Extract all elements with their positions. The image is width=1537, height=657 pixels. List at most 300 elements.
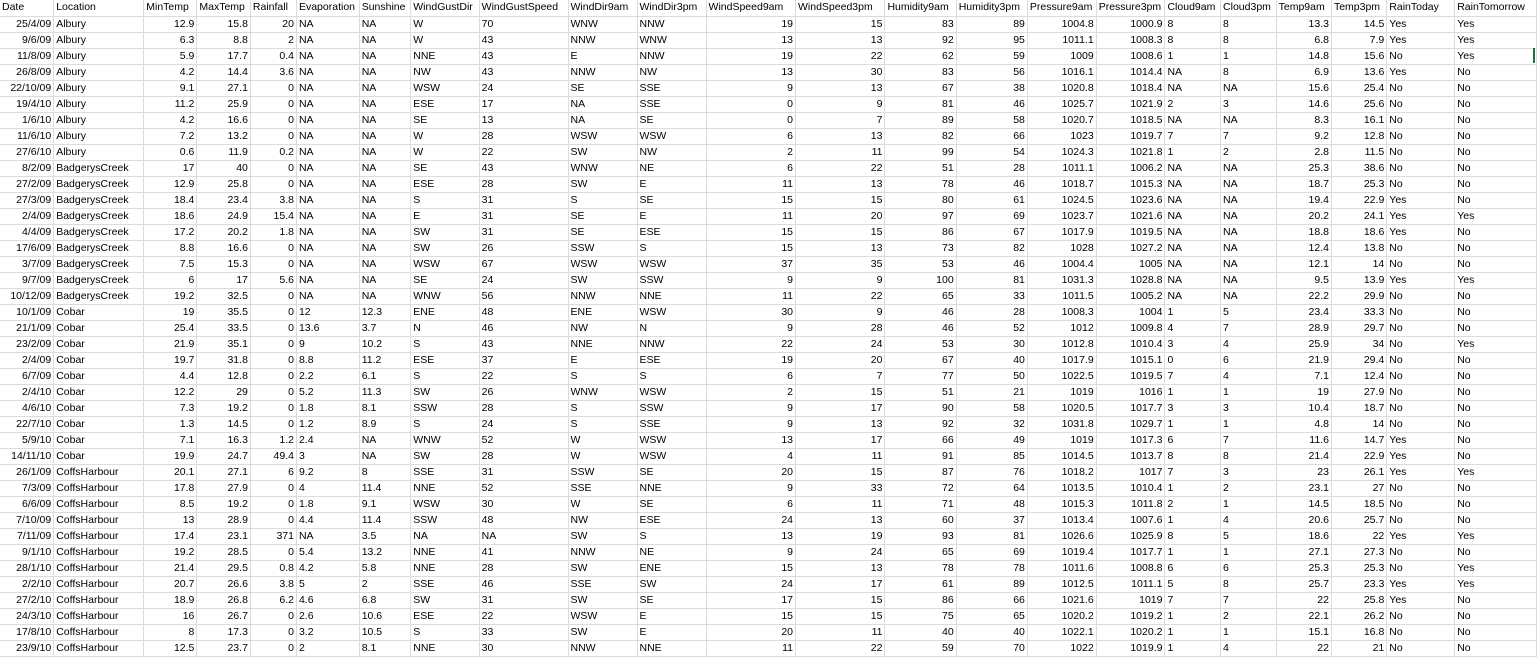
cell-raintomorrow[interactable]: No <box>1455 240 1537 256</box>
cell-pressure9am[interactable]: 1013.4 <box>1027 512 1096 528</box>
cell-humidity9am[interactable]: 77 <box>885 368 956 384</box>
cell-pressure3pm[interactable]: 1019.2 <box>1096 608 1165 624</box>
cell-humidity3pm[interactable]: 28 <box>956 160 1027 176</box>
cell-maxtemp[interactable]: 11.9 <box>197 144 251 160</box>
cell-winddir3pm[interactable]: NNW <box>637 336 706 352</box>
cell-cloud3pm[interactable]: 1 <box>1221 544 1277 560</box>
cell-location[interactable]: BadgerysCreek <box>54 240 144 256</box>
cell-temp9am[interactable]: 19.4 <box>1276 192 1331 208</box>
cell-windgustdir[interactable]: NNE <box>411 544 479 560</box>
cell-humidity9am[interactable]: 97 <box>885 208 956 224</box>
cell-pressure9am[interactable]: 1023 <box>1027 128 1096 144</box>
cell-windgustspeed[interactable]: 41 <box>479 544 568 560</box>
cell-cloud3pm[interactable]: 1 <box>1221 496 1277 512</box>
cell-rainfall[interactable]: 0 <box>250 544 296 560</box>
cell-cloud3pm[interactable]: 8 <box>1221 32 1277 48</box>
cell-evaporation[interactable]: 4.6 <box>296 592 359 608</box>
cell-maxtemp[interactable]: 17.7 <box>197 48 251 64</box>
cell-temp9am[interactable]: 20.2 <box>1276 208 1331 224</box>
cell-cloud9am[interactable]: 8 <box>1165 32 1221 48</box>
cell-date[interactable]: 7/11/09 <box>0 528 54 544</box>
cell-date[interactable]: 27/2/09 <box>0 176 54 192</box>
cell-location[interactable]: Albury <box>54 64 144 80</box>
cell-mintemp[interactable]: 13 <box>144 512 197 528</box>
cell-rainfall[interactable]: 3.6 <box>250 64 296 80</box>
cell-humidity9am[interactable]: 71 <box>885 496 956 512</box>
cell-sunshine[interactable]: 10.6 <box>359 608 411 624</box>
cell-location[interactable]: BadgerysCreek <box>54 208 144 224</box>
cell-windgustspeed[interactable]: 31 <box>479 192 568 208</box>
cell-location[interactable]: Albury <box>54 128 144 144</box>
cell-humidity3pm[interactable]: 81 <box>956 272 1027 288</box>
cell-windspeed9am[interactable]: 15 <box>706 224 795 240</box>
cell-cloud9am[interactable]: 3 <box>1165 400 1221 416</box>
cell-windspeed9am[interactable]: 15 <box>706 240 795 256</box>
cell-rainfall[interactable]: 6 <box>250 464 296 480</box>
cell-windspeed9am[interactable]: 11 <box>706 208 795 224</box>
cell-windspeed3pm[interactable]: 13 <box>796 128 885 144</box>
cell-temp3pm[interactable]: 13.9 <box>1331 272 1386 288</box>
cell-windspeed9am[interactable]: 9 <box>706 416 795 432</box>
cell-humidity3pm[interactable]: 50 <box>956 368 1027 384</box>
cell-rainfall[interactable]: 0 <box>250 512 296 528</box>
cell-pressure3pm[interactable]: 1018.5 <box>1096 112 1165 128</box>
cell-windspeed3pm[interactable]: 13 <box>796 176 885 192</box>
cell-windspeed9am[interactable]: 37 <box>706 256 795 272</box>
cell-raintomorrow[interactable]: Yes <box>1455 560 1537 576</box>
cell-evaporation[interactable]: NA <box>296 224 359 240</box>
cell-cloud3pm[interactable]: 1 <box>1221 624 1277 640</box>
cell-winddir3pm[interactable]: ESE <box>637 512 706 528</box>
cell-date[interactable]: 25/4/09 <box>0 16 54 32</box>
cell-windgustspeed[interactable]: 48 <box>479 304 568 320</box>
cell-evaporation[interactable]: NA <box>296 48 359 64</box>
cell-temp3pm[interactable]: 15.6 <box>1331 48 1386 64</box>
cell-evaporation[interactable]: NA <box>296 176 359 192</box>
cell-date[interactable]: 10/1/09 <box>0 304 54 320</box>
cell-pressure9am[interactable]: 1008.3 <box>1027 304 1096 320</box>
cell-evaporation[interactable]: 1.8 <box>296 496 359 512</box>
cell-rainfall[interactable]: 0 <box>250 304 296 320</box>
cell-raintoday[interactable]: No <box>1387 48 1455 64</box>
cell-humidity3pm[interactable]: 56 <box>956 64 1027 80</box>
cell-cloud9am[interactable]: 4 <box>1165 320 1221 336</box>
cell-rainfall[interactable]: 0 <box>250 96 296 112</box>
cell-mintemp[interactable]: 4.2 <box>144 112 197 128</box>
cell-temp3pm[interactable]: 38.6 <box>1331 160 1386 176</box>
cell-windspeed3pm[interactable]: 19 <box>796 528 885 544</box>
cell-winddir3pm[interactable]: WSW <box>637 128 706 144</box>
cell-raintomorrow[interactable]: No <box>1455 608 1537 624</box>
cell-location[interactable]: Albury <box>54 32 144 48</box>
cell-raintoday[interactable]: Yes <box>1387 32 1455 48</box>
cell-pressure3pm[interactable]: 1006.2 <box>1096 160 1165 176</box>
cell-humidity3pm[interactable]: 21 <box>956 384 1027 400</box>
cell-humidity9am[interactable]: 87 <box>885 464 956 480</box>
cell-cloud9am[interactable]: 2 <box>1165 96 1221 112</box>
cell-windspeed3pm[interactable]: 15 <box>796 192 885 208</box>
column-header-raintoday[interactable]: RainToday <box>1387 0 1455 16</box>
cell-winddir3pm[interactable]: NNE <box>637 640 706 656</box>
cell-maxtemp[interactable]: 15.3 <box>197 256 251 272</box>
cell-cloud3pm[interactable]: 7 <box>1221 320 1277 336</box>
cell-maxtemp[interactable]: 26.6 <box>197 576 251 592</box>
cell-cloud3pm[interactable]: NA <box>1221 272 1277 288</box>
cell-raintomorrow[interactable]: Yes <box>1455 336 1537 352</box>
cell-mintemp[interactable]: 7.1 <box>144 432 197 448</box>
cell-sunshine[interactable]: 11.4 <box>359 480 411 496</box>
cell-windgustspeed[interactable]: 46 <box>479 320 568 336</box>
cell-temp3pm[interactable]: 26.2 <box>1331 608 1386 624</box>
cell-temp9am[interactable]: 15.1 <box>1276 624 1331 640</box>
cell-cloud9am[interactable]: 1 <box>1165 48 1221 64</box>
cell-windgustspeed[interactable]: 26 <box>479 384 568 400</box>
cell-raintoday[interactable]: Yes <box>1387 592 1455 608</box>
cell-humidity9am[interactable]: 86 <box>885 224 956 240</box>
cell-winddir9am[interactable]: NNW <box>568 64 637 80</box>
column-header-cloud3pm[interactable]: Cloud3pm <box>1221 0 1277 16</box>
cell-humidity3pm[interactable]: 48 <box>956 496 1027 512</box>
cell-raintoday[interactable]: No <box>1387 544 1455 560</box>
cell-sunshine[interactable]: 12.3 <box>359 304 411 320</box>
cell-humidity9am[interactable]: 93 <box>885 528 956 544</box>
cell-winddir9am[interactable]: WSW <box>568 256 637 272</box>
cell-maxtemp[interactable]: 24.7 <box>197 448 251 464</box>
cell-evaporation[interactable]: NA <box>296 64 359 80</box>
cell-humidity3pm[interactable]: 28 <box>956 304 1027 320</box>
cell-raintomorrow[interactable]: No <box>1455 160 1537 176</box>
cell-evaporation[interactable]: 12 <box>296 304 359 320</box>
cell-windspeed9am[interactable]: 19 <box>706 48 795 64</box>
cell-temp3pm[interactable]: 25.4 <box>1331 80 1386 96</box>
cell-raintomorrow[interactable]: No <box>1455 384 1537 400</box>
cell-date[interactable]: 10/12/09 <box>0 288 54 304</box>
cell-windgustdir[interactable]: NNE <box>411 640 479 656</box>
cell-winddir3pm[interactable]: SSE <box>637 96 706 112</box>
cell-cloud3pm[interactable]: 1 <box>1221 48 1277 64</box>
cell-maxtemp[interactable]: 13.2 <box>197 128 251 144</box>
cell-pressure9am[interactable]: 1012.5 <box>1027 576 1096 592</box>
cell-mintemp[interactable]: 7.2 <box>144 128 197 144</box>
cell-temp9am[interactable]: 23 <box>1276 464 1331 480</box>
cell-date[interactable]: 23/2/09 <box>0 336 54 352</box>
cell-mintemp[interactable]: 17 <box>144 160 197 176</box>
cell-windspeed3pm[interactable]: 33 <box>796 480 885 496</box>
cell-raintoday[interactable]: No <box>1387 512 1455 528</box>
cell-evaporation[interactable]: NA <box>296 16 359 32</box>
cell-mintemp[interactable]: 12.5 <box>144 640 197 656</box>
cell-pressure9am[interactable]: 1023.7 <box>1027 208 1096 224</box>
cell-windspeed3pm[interactable]: 24 <box>796 544 885 560</box>
cell-raintomorrow[interactable]: No <box>1455 96 1537 112</box>
cell-windspeed9am[interactable]: 19 <box>706 16 795 32</box>
cell-raintoday[interactable]: No <box>1387 608 1455 624</box>
cell-raintomorrow[interactable]: No <box>1455 480 1537 496</box>
cell-humidity3pm[interactable]: 89 <box>956 576 1027 592</box>
cell-temp9am[interactable]: 8.3 <box>1276 112 1331 128</box>
cell-date[interactable]: 7/10/09 <box>0 512 54 528</box>
cell-temp3pm[interactable]: 26.1 <box>1331 464 1386 480</box>
cell-pressure9am[interactable]: 1018.2 <box>1027 464 1096 480</box>
cell-location[interactable]: CoffsHarbour <box>54 512 144 528</box>
cell-cloud3pm[interactable]: 8 <box>1221 16 1277 32</box>
cell-windgustdir[interactable]: WNW <box>411 288 479 304</box>
cell-sunshine[interactable]: NA <box>359 208 411 224</box>
cell-cloud9am[interactable]: 1 <box>1165 304 1221 320</box>
cell-winddir3pm[interactable]: ESE <box>637 224 706 240</box>
cell-date[interactable]: 21/1/09 <box>0 320 54 336</box>
cell-windgustspeed[interactable]: 13 <box>479 112 568 128</box>
cell-pressure9am[interactable]: 1019.4 <box>1027 544 1096 560</box>
column-header-temp9am[interactable]: Temp9am <box>1276 0 1331 16</box>
cell-windgustspeed[interactable]: 24 <box>479 80 568 96</box>
cell-rainfall[interactable]: 0 <box>250 336 296 352</box>
cell-windgustspeed[interactable]: 17 <box>479 96 568 112</box>
cell-temp9am[interactable]: 11.6 <box>1276 432 1331 448</box>
cell-cloud3pm[interactable]: NA <box>1221 240 1277 256</box>
cell-sunshine[interactable]: NA <box>359 224 411 240</box>
cell-winddir3pm[interactable]: SE <box>637 464 706 480</box>
cell-date[interactable]: 14/11/10 <box>0 448 54 464</box>
cell-date[interactable]: 2/4/10 <box>0 384 54 400</box>
cell-windgustdir[interactable]: WSW <box>411 496 479 512</box>
cell-pressure9am[interactable]: 1026.6 <box>1027 528 1096 544</box>
cell-rainfall[interactable]: 0 <box>250 288 296 304</box>
cell-rainfall[interactable]: 371 <box>250 528 296 544</box>
cell-location[interactable]: Cobar <box>54 352 144 368</box>
cell-cloud9am[interactable]: NA <box>1165 288 1221 304</box>
cell-windspeed3pm[interactable]: 13 <box>796 32 885 48</box>
cell-maxtemp[interactable]: 8.8 <box>197 32 251 48</box>
cell-sunshine[interactable]: 8.1 <box>359 400 411 416</box>
cell-mintemp[interactable]: 12.2 <box>144 384 197 400</box>
cell-temp9am[interactable]: 25.3 <box>1276 560 1331 576</box>
cell-rainfall[interactable]: 0 <box>250 160 296 176</box>
cell-temp9am[interactable]: 14.8 <box>1276 48 1331 64</box>
cell-windgustdir[interactable]: ESE <box>411 176 479 192</box>
cell-cloud3pm[interactable]: NA <box>1221 288 1277 304</box>
cell-raintoday[interactable]: Yes <box>1387 16 1455 32</box>
cell-winddir9am[interactable]: SSW <box>568 240 637 256</box>
cell-pressure3pm[interactable]: 1025.9 <box>1096 528 1165 544</box>
cell-date[interactable]: 9/6/09 <box>0 32 54 48</box>
cell-windspeed9am[interactable]: 20 <box>706 464 795 480</box>
cell-windspeed9am[interactable]: 9 <box>706 320 795 336</box>
cell-pressure3pm[interactable]: 1021.9 <box>1096 96 1165 112</box>
cell-raintomorrow[interactable]: No <box>1455 448 1537 464</box>
cell-pressure3pm[interactable]: 1019.5 <box>1096 368 1165 384</box>
cell-pressure9am[interactable]: 1013.5 <box>1027 480 1096 496</box>
cell-temp9am[interactable]: 9.2 <box>1276 128 1331 144</box>
cell-raintoday[interactable]: No <box>1387 384 1455 400</box>
cell-temp9am[interactable]: 23.1 <box>1276 480 1331 496</box>
cell-windgustspeed[interactable]: 31 <box>479 592 568 608</box>
cell-windgustspeed[interactable]: NA <box>479 528 568 544</box>
cell-winddir3pm[interactable]: SE <box>637 112 706 128</box>
cell-raintoday[interactable]: No <box>1387 128 1455 144</box>
cell-evaporation[interactable]: 2.2 <box>296 368 359 384</box>
cell-temp9am[interactable]: 18.6 <box>1276 528 1331 544</box>
cell-rainfall[interactable]: 1.2 <box>250 432 296 448</box>
cell-raintomorrow[interactable]: No <box>1455 256 1537 272</box>
cell-mintemp[interactable]: 4.4 <box>144 368 197 384</box>
cell-windgustdir[interactable]: ENE <box>411 304 479 320</box>
cell-windspeed3pm[interactable]: 17 <box>796 400 885 416</box>
cell-mintemp[interactable]: 17.8 <box>144 480 197 496</box>
cell-maxtemp[interactable]: 25.8 <box>197 176 251 192</box>
cell-windspeed9am[interactable]: 20 <box>706 624 795 640</box>
cell-windspeed3pm[interactable]: 15 <box>796 16 885 32</box>
cell-windgustdir[interactable]: SW <box>411 592 479 608</box>
cell-location[interactable]: CoffsHarbour <box>54 592 144 608</box>
column-header-raintomorrow[interactable]: RainTomorrow <box>1455 0 1537 16</box>
cell-raintoday[interactable]: No <box>1387 304 1455 320</box>
cell-pressure9am[interactable]: 1021.6 <box>1027 592 1096 608</box>
cell-cloud9am[interactable]: 7 <box>1165 464 1221 480</box>
cell-temp3pm[interactable]: 27.9 <box>1331 384 1386 400</box>
cell-windgustspeed[interactable]: 46 <box>479 576 568 592</box>
cell-sunshine[interactable]: 10.2 <box>359 336 411 352</box>
cell-humidity3pm[interactable]: 82 <box>956 240 1027 256</box>
cell-sunshine[interactable]: 9.1 <box>359 496 411 512</box>
cell-temp3pm[interactable]: 29.4 <box>1331 352 1386 368</box>
cell-humidity9am[interactable]: 53 <box>885 336 956 352</box>
cell-windspeed3pm[interactable]: 20 <box>796 352 885 368</box>
cell-evaporation[interactable]: 5.4 <box>296 544 359 560</box>
cell-raintomorrow[interactable]: No <box>1455 128 1537 144</box>
cell-location[interactable]: BadgerysCreek <box>54 192 144 208</box>
cell-windgustspeed[interactable]: 52 <box>479 480 568 496</box>
cell-winddir9am[interactable]: WSW <box>568 128 637 144</box>
cell-pressure9am[interactable]: 1012.8 <box>1027 336 1096 352</box>
cell-windspeed9am[interactable]: 6 <box>706 496 795 512</box>
column-header-windspeed9am[interactable]: WindSpeed9am <box>706 0 795 16</box>
cell-mintemp[interactable]: 18.9 <box>144 592 197 608</box>
cell-mintemp[interactable]: 9.1 <box>144 80 197 96</box>
cell-windgustdir[interactable]: NW <box>411 64 479 80</box>
cell-winddir9am[interactable]: SW <box>568 560 637 576</box>
cell-windgustspeed[interactable]: 48 <box>479 512 568 528</box>
cell-sunshine[interactable]: 8.1 <box>359 640 411 656</box>
cell-pressure9am[interactable]: 1019 <box>1027 384 1096 400</box>
cell-pressure3pm[interactable]: 1015.3 <box>1096 176 1165 192</box>
cell-humidity3pm[interactable]: 81 <box>956 528 1027 544</box>
cell-raintomorrow[interactable]: Yes <box>1455 48 1537 64</box>
cell-windgustdir[interactable]: WNW <box>411 432 479 448</box>
cell-windspeed9am[interactable]: 17 <box>706 592 795 608</box>
cell-winddir9am[interactable]: WSW <box>568 608 637 624</box>
cell-evaporation[interactable]: NA <box>296 256 359 272</box>
cell-windgustspeed[interactable]: 28 <box>479 176 568 192</box>
cell-temp9am[interactable]: 22 <box>1276 592 1331 608</box>
cell-sunshine[interactable]: NA <box>359 160 411 176</box>
cell-humidity9am[interactable]: 67 <box>885 352 956 368</box>
cell-maxtemp[interactable]: 23.4 <box>197 192 251 208</box>
cell-cloud3pm[interactable]: 4 <box>1221 512 1277 528</box>
column-header-rainfall[interactable]: Rainfall <box>250 0 296 16</box>
cell-sunshine[interactable]: 5.8 <box>359 560 411 576</box>
cell-date[interactable]: 6/7/09 <box>0 368 54 384</box>
cell-rainfall[interactable]: 0 <box>250 112 296 128</box>
cell-temp3pm[interactable]: 7.9 <box>1331 32 1386 48</box>
cell-date[interactable]: 4/4/09 <box>0 224 54 240</box>
cell-raintomorrow[interactable]: No <box>1455 640 1537 656</box>
cell-raintoday[interactable]: Yes <box>1387 464 1455 480</box>
cell-windspeed9am[interactable]: 2 <box>706 384 795 400</box>
cell-maxtemp[interactable]: 27.9 <box>197 480 251 496</box>
cell-rainfall[interactable]: 15.4 <box>250 208 296 224</box>
cell-windspeed9am[interactable]: 6 <box>706 160 795 176</box>
cell-mintemp[interactable]: 19 <box>144 304 197 320</box>
cell-date[interactable]: 9/1/10 <box>0 544 54 560</box>
cell-windgustspeed[interactable]: 28 <box>479 400 568 416</box>
cell-winddir9am[interactable]: SW <box>568 592 637 608</box>
cell-cloud3pm[interactable]: NA <box>1221 224 1277 240</box>
cell-date[interactable]: 27/3/09 <box>0 192 54 208</box>
cell-humidity9am[interactable]: 92 <box>885 32 956 48</box>
cell-cloud9am[interactable]: NA <box>1165 208 1221 224</box>
cell-windspeed3pm[interactable]: 13 <box>796 80 885 96</box>
cell-cloud3pm[interactable]: NA <box>1221 256 1277 272</box>
cell-pressure9am[interactable]: 1022.1 <box>1027 624 1096 640</box>
cell-pressure3pm[interactable]: 1016 <box>1096 384 1165 400</box>
cell-humidity3pm[interactable]: 49 <box>956 432 1027 448</box>
cell-windgustspeed[interactable]: 30 <box>479 640 568 656</box>
cell-raintomorrow[interactable]: No <box>1455 144 1537 160</box>
cell-maxtemp[interactable]: 14.4 <box>197 64 251 80</box>
cell-humidity9am[interactable]: 81 <box>885 96 956 112</box>
cell-humidity3pm[interactable]: 65 <box>956 608 1027 624</box>
cell-windgustspeed[interactable]: 22 <box>479 144 568 160</box>
cell-evaporation[interactable]: 1.2 <box>296 416 359 432</box>
cell-maxtemp[interactable]: 35.5 <box>197 304 251 320</box>
cell-sunshine[interactable]: NA <box>359 272 411 288</box>
cell-winddir3pm[interactable]: ESE <box>637 352 706 368</box>
cell-pressure9am[interactable]: 1014.5 <box>1027 448 1096 464</box>
cell-mintemp[interactable]: 4.2 <box>144 64 197 80</box>
cell-pressure9am[interactable]: 1028 <box>1027 240 1096 256</box>
cell-evaporation[interactable]: NA <box>296 240 359 256</box>
cell-winddir9am[interactable]: SE <box>568 80 637 96</box>
cell-windspeed3pm[interactable]: 11 <box>796 624 885 640</box>
cell-raintoday[interactable]: No <box>1387 640 1455 656</box>
cell-pressure9am[interactable]: 1022 <box>1027 640 1096 656</box>
cell-temp3pm[interactable]: 25.7 <box>1331 512 1386 528</box>
cell-rainfall[interactable]: 0 <box>250 368 296 384</box>
cell-pressure3pm[interactable]: 1010.4 <box>1096 336 1165 352</box>
cell-humidity9am[interactable]: 100 <box>885 272 956 288</box>
cell-location[interactable]: BadgerysCreek <box>54 224 144 240</box>
cell-raintoday[interactable]: Yes <box>1387 208 1455 224</box>
column-header-winddir3pm[interactable]: WindDir3pm <box>637 0 706 16</box>
cell-temp3pm[interactable]: 25.6 <box>1331 96 1386 112</box>
cell-windspeed3pm[interactable]: 9 <box>796 304 885 320</box>
cell-windgustspeed[interactable]: 22 <box>479 608 568 624</box>
cell-cloud3pm[interactable]: 2 <box>1221 144 1277 160</box>
cell-temp3pm[interactable]: 18.5 <box>1331 496 1386 512</box>
cell-maxtemp[interactable]: 15.8 <box>197 16 251 32</box>
cell-raintoday[interactable]: No <box>1387 144 1455 160</box>
cell-raintoday[interactable]: No <box>1387 96 1455 112</box>
column-header-cloud9am[interactable]: Cloud9am <box>1165 0 1221 16</box>
cell-humidity9am[interactable]: 78 <box>885 176 956 192</box>
cell-mintemp[interactable]: 6 <box>144 272 197 288</box>
cell-cloud9am[interactable]: NA <box>1165 256 1221 272</box>
cell-cloud9am[interactable]: 8 <box>1165 528 1221 544</box>
cell-winddir9am[interactable]: S <box>568 192 637 208</box>
cell-windspeed3pm[interactable]: 13 <box>796 240 885 256</box>
cell-humidity3pm[interactable]: 66 <box>956 128 1027 144</box>
